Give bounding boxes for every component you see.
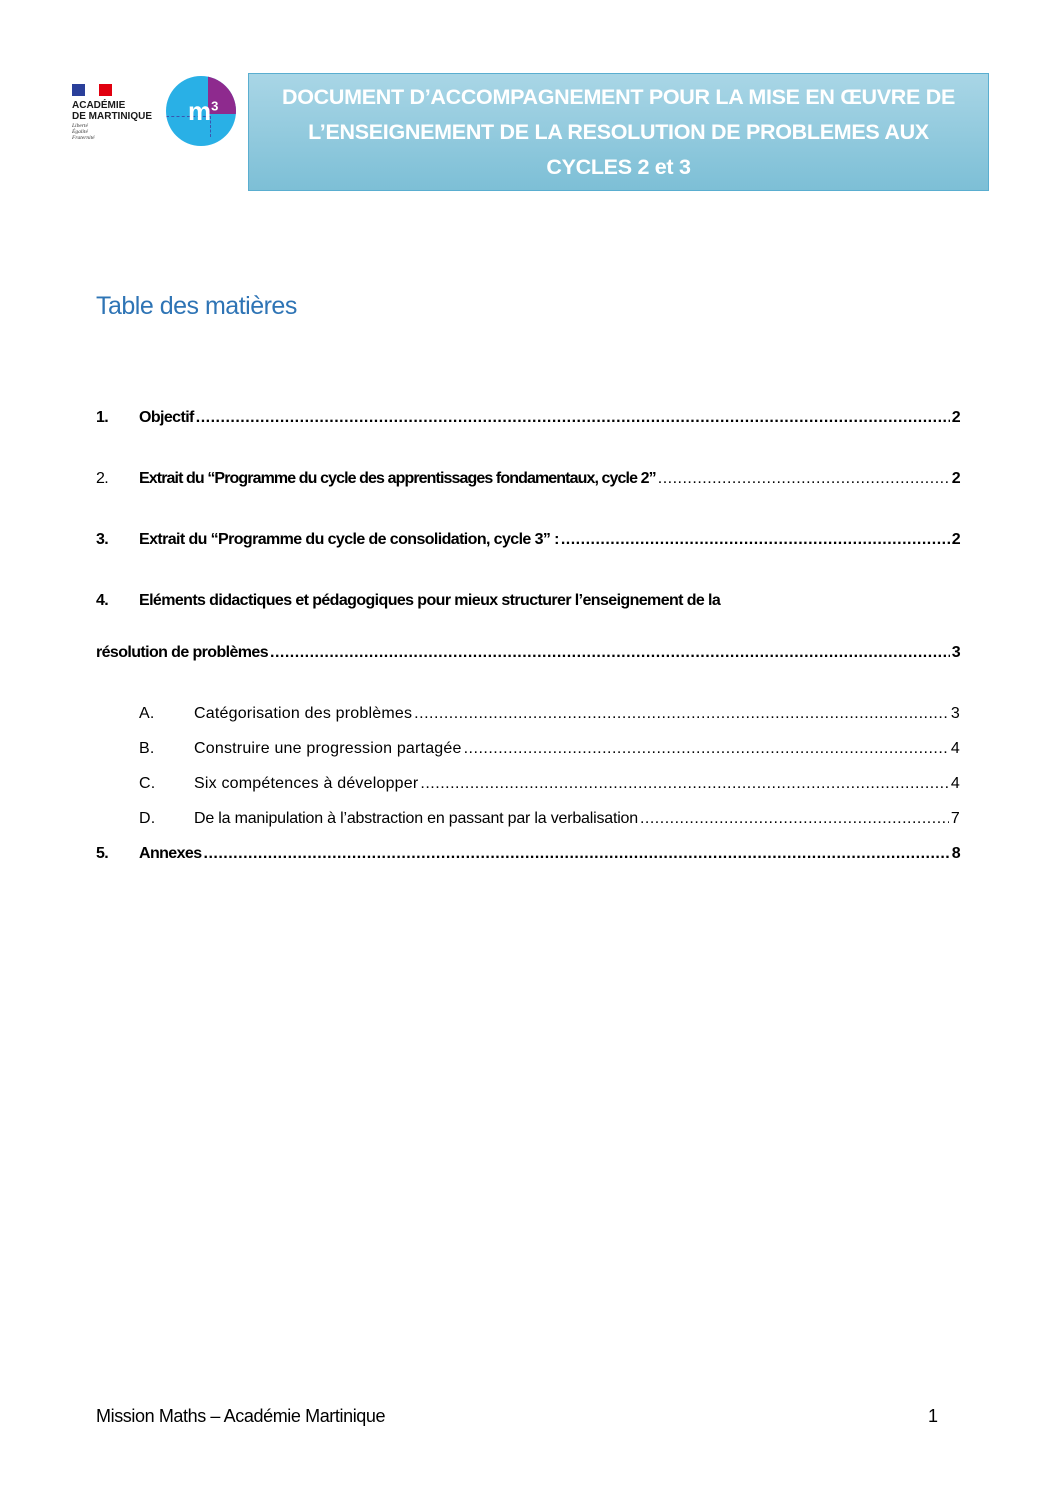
- document-title-box: [248, 73, 989, 191]
- document-title: DOCUMENT D’ACCOMPAGNEMENT POUR LA MISE EN ŒUVRE DE L’ENSEIGNEMENT DE LA RESOLUTION DE PROBLEMES AUX CYCLES 2 et 3: [281, 84, 956, 179]
- toc-entry[interactable]: 4. Eléments didactiques et pédagogiques pour mieux structurer l’enseignement de la: [96, 592, 721, 609]
- footer-text: Mission Maths – Académie Martinique: [96, 1406, 386, 1426]
- marianne-flag-icon: [72, 84, 112, 96]
- m3-logo: $m^3$: [166, 76, 236, 146]
- page-number: 1: [928, 1406, 938, 1426]
- toc-subentry[interactable]: B. Construire une progression partagée ..... 4: [139, 740, 960, 758]
- toc-entry[interactable]: 3. Extrait du “Programme du cycle de consolidation, cycle 3” : ..... 2: [96, 531, 960, 549]
- toc-subentry[interactable]: C. Six compétences à développer ..... 4: [139, 775, 960, 793]
- toc-heading: Table des matières: [96, 292, 297, 320]
- toc-subentry[interactable]: D. De la manipulation à l’abstraction en passant par la verbalisation ..... 7: [139, 810, 960, 828]
- toc-entry[interactable]: 1. Objectif ..... 2: [96, 409, 960, 427]
- toc-entry[interactable]: 5. Annexes ..... 8: [96, 845, 960, 863]
- republic-motto: Liberté Égalité Fraternité: [72, 123, 95, 141]
- academie-name: ACADÉMIE DE MARTINIQUE: [72, 100, 152, 122]
- toc-entry-continuation[interactable]: résolution de problèmes ..... 3: [96, 644, 960, 662]
- toc-entry[interactable]: 2. Extrait du “Programme du cycle des apprentissages fondamentaux, cycle 2” ..... 2: [96, 470, 960, 488]
- academie-logo: [66, 76, 238, 148]
- toc-subentry[interactable]: A. Catégorisation des problèmes ..... 3: [139, 705, 960, 723]
